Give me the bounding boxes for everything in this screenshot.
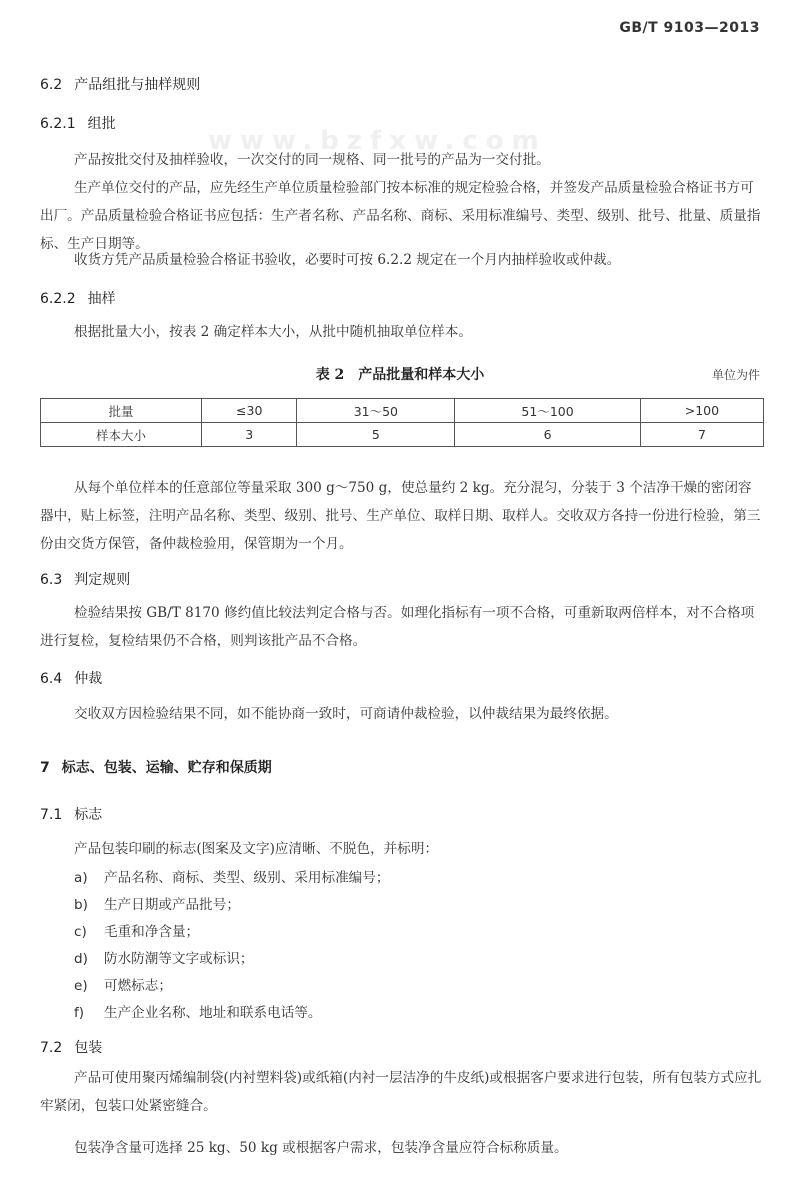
- section-title: 仲裁: [74, 671, 103, 687]
- row-header-batch: 批量: [41, 399, 202, 423]
- row-header-sample: 样本大小: [41, 423, 202, 447]
- standard-code: GB/T 9103—2013: [619, 20, 760, 36]
- section-number: 6.2.1: [40, 116, 76, 132]
- section-6-4-heading: [40, 668, 102, 688]
- section-title: 包装: [74, 1040, 103, 1056]
- paragraph-6-4: 交收双方因检验结果不同，如不能协商一致时，可商请仲裁检验，以仲裁结果为最终依据。: [74, 706, 618, 722]
- paragraph-7-2-b: 包装净含量可选择 25 kg、50 kg 或根据客户需求，包装净含量应符合标称质量。: [74, 1140, 568, 1156]
- paragraph-6-3: 检验结果按 GB/T 8170 修约值比较法判定合格与否。如理化指标有一项不合格，可重新取两倍样本，对不合格项进行复检，复检结果仍不合格，则判该批产品不合格。: [40, 605, 755, 649]
- list-item: c) 毛重和净含量；: [74, 924, 200, 940]
- list-item: b) 生产日期或产品批号；: [74, 897, 240, 913]
- section-number: 7.2: [40, 1040, 63, 1056]
- table-batch-sample-size: [40, 398, 764, 447]
- section-6-2-1-heading: [40, 113, 116, 133]
- table-cell: ≤30: [202, 399, 297, 423]
- section-number: 6.2.2: [40, 291, 76, 307]
- section-title: 产品组批与抽样规则: [74, 77, 201, 93]
- list-item: a) 产品名称、商标、类型、级别、采用标准编号；: [74, 870, 390, 886]
- watermark: www.bzfxw.com: [208, 126, 547, 156]
- section-title: 判定规则: [74, 572, 131, 588]
- table-row-batch: [41, 399, 764, 423]
- chapter-7-heading: [40, 757, 272, 777]
- section-6-3-heading: [40, 569, 130, 589]
- table-cell: >100: [640, 399, 763, 423]
- list-item: f) 生产企业名称、地址和联系电话等。: [74, 1005, 322, 1021]
- list-item: d) 防水防潮等文字或标识；: [74, 951, 254, 967]
- section-number: 6.3: [40, 572, 63, 588]
- table-caption: 表 2 产品批量和样本大小: [315, 367, 485, 383]
- paragraph-7-1-intro: 产品包装印刷的标志(图案及文字)应清晰、不脱色，并标明：: [74, 841, 439, 857]
- section-title: 标志: [74, 807, 103, 823]
- section-7-1-heading: [40, 804, 102, 824]
- table-cell: 31～50: [297, 399, 455, 423]
- table-cell: 5: [297, 423, 455, 447]
- section-title: 抽样: [87, 291, 116, 307]
- table-unit: 单位为件: [711, 368, 760, 382]
- table-cell: 7: [640, 423, 763, 447]
- paragraph-7-2-a: 产品可使用聚丙烯编制袋(内衬塑料袋)或纸箱(内衬一层洁净的牛皮纸)或根据客户要求进行包装，所有包装方式应扎牢紧闭，包装口处紧密缝合。: [40, 1070, 762, 1114]
- section-number: 6.2: [40, 77, 63, 93]
- paragraph-6-2-2: 根据批量大小，按表 2 确定样本大小，从批中随机抽取单位样本。: [74, 324, 472, 340]
- section-6-2-heading: [40, 74, 200, 94]
- paragraph-sampling-procedure: 从每个单位样本的任意部位等量采取 300 g～750 g，使总量约 2 kg。充分混匀，分装于 3 个洁净干燥的密闭容器中，贴上标签，注明产品名称、类型、级别、批号、生产单位、取样日期、取样人。交收双方各持一份进行检验，第三份由交货方保管，备仲裁检验用，保管期为一个月。: [40, 480, 761, 552]
- section-title: 标志、包装、运输、贮存和保质期: [61, 760, 272, 776]
- section-number: 7.1: [40, 807, 63, 823]
- section-6-2-2-heading: [40, 288, 116, 308]
- paragraph-6-2-1-c: 收货方凭产品质量检验合格证书验收，必要时可按 6.2.2 规定在一个月内抽样验收或仲裁。: [74, 252, 621, 268]
- table-cell: 6: [455, 423, 641, 447]
- table-row-sample: [41, 423, 764, 447]
- section-number: 6.4: [40, 671, 63, 687]
- paragraph-6-2-1-b: 生产单位交付的产品，应先经生产单位质量检验部门按本标准的规定检验合格，并签发产品质量检验合格证书方可出厂。产品质量检验合格证书应包括：生产者名称、产品名称、商标、采用标准编号、类型、级别、批号、批量、质量指标、生产日期等。: [40, 180, 761, 252]
- table-cell: 51～100: [455, 399, 641, 423]
- paragraph-6-2-1-a: 产品按批交付及抽样验收，一次交付的同一规格、同一批号的产品为一交付批。: [74, 152, 550, 168]
- section-7-2-heading: [40, 1037, 102, 1057]
- section-number: 7: [40, 760, 50, 776]
- section-title: 组批: [87, 116, 116, 132]
- table-cell: 3: [202, 423, 297, 447]
- list-item: e) 可燃标志；: [74, 978, 172, 994]
